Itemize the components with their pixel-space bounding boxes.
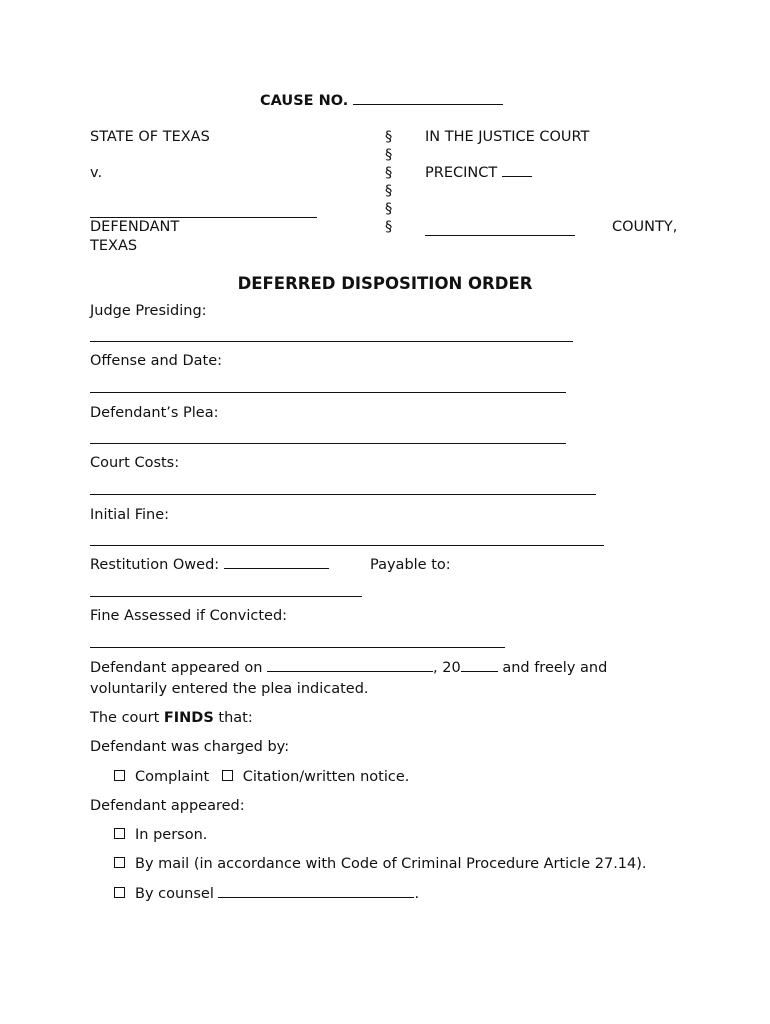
appearance-line-2: voluntarily entered the plea indicated. [90,681,369,697]
complaint-label: Complaint [135,769,210,785]
restitution-owed-label: Restitution Owed: [90,557,220,573]
restitution-owed-blank[interactable] [224,567,329,569]
by-counsel-checkbox[interactable] [114,887,125,898]
year-prefix-text: , 20 [433,660,461,676]
judge-presiding-blank[interactable] [90,341,573,342]
section-mark: § [385,165,393,181]
offense-date-label: Offense and Date: [90,353,223,369]
cause-number-label: CAUSE NO. [260,93,349,109]
precinct-blank[interactable] [502,175,532,177]
defendant-plea-blank[interactable] [90,443,566,444]
county-name-blank[interactable] [425,235,575,236]
judge-presiding-label: Judge Presiding: [90,303,207,319]
payable-to-blank[interactable] [90,596,362,597]
finds-suffix: that: [218,710,253,726]
caption-defendant-state: TEXAS [90,238,138,254]
section-mark: § [385,219,393,235]
appeared-in-person [114,827,207,843]
caption-precinct [425,165,532,181]
caption-party: STATE OF TEXAS [90,129,210,145]
citation-checkbox[interactable] [222,770,233,781]
caption-versus: v. [90,165,103,181]
appearance-line-1 [90,660,607,676]
appearance-date-blank[interactable] [267,670,433,672]
finds-prefix: The court [90,710,160,726]
year-blank[interactable] [461,670,498,672]
appeared-by-mail [114,856,647,872]
court-finds [90,710,253,726]
finds-keyword: FINDS [163,710,214,726]
charged-by-options [114,769,409,785]
caption-court: IN THE JUSTICE COURT [425,129,590,145]
by-mail-label: By mail (in accordance with Code of Criminal Procedure Article 27.14). [135,856,647,872]
document-title: DEFERRED DISPOSITION ORDER [237,274,533,293]
section-mark: § [385,201,393,217]
offense-date-blank[interactable] [90,392,566,393]
payable-to-label: Payable to: [370,557,451,573]
caption-county: COUNTY, [612,219,678,235]
court-costs-label: Court Costs: [90,455,180,471]
restitution-owed [90,557,329,573]
defendant-name-blank[interactable] [90,217,317,218]
precinct-label: PRECINCT [425,165,498,181]
appeared-label: Defendant appeared: [90,798,245,814]
by-mail-checkbox[interactable] [114,857,125,868]
section-mark: § [385,147,393,163]
in-person-checkbox[interactable] [114,828,125,839]
appeared-by-counsel [114,886,419,902]
by-counsel-label: By counsel [135,886,214,902]
defendant-plea-label: Defendant’s Plea: [90,405,219,421]
caption-defendant: DEFENDANT [90,219,180,235]
complaint-checkbox[interactable] [114,770,125,781]
in-person-label: In person. [135,827,208,843]
by-counsel-period: . [414,886,420,902]
initial-fine-blank[interactable] [90,545,604,546]
fine-if-convicted-label: Fine Assessed if Convicted: [90,608,288,624]
cause-number [260,93,503,109]
citation-label: Citation/written notice. [242,769,410,785]
section-mark: § [385,183,393,199]
court-costs-blank[interactable] [90,494,596,495]
cause-number-blank[interactable] [353,103,503,105]
counsel-name-blank[interactable] [218,896,414,898]
fine-if-convicted-blank[interactable] [90,647,505,648]
freely-text: and freely and [502,660,608,676]
initial-fine-label: Initial Fine: [90,507,170,523]
charged-by-label: Defendant was charged by: [90,739,290,755]
section-mark: § [385,129,393,145]
appeared-on-text: Defendant appeared on [90,660,263,676]
